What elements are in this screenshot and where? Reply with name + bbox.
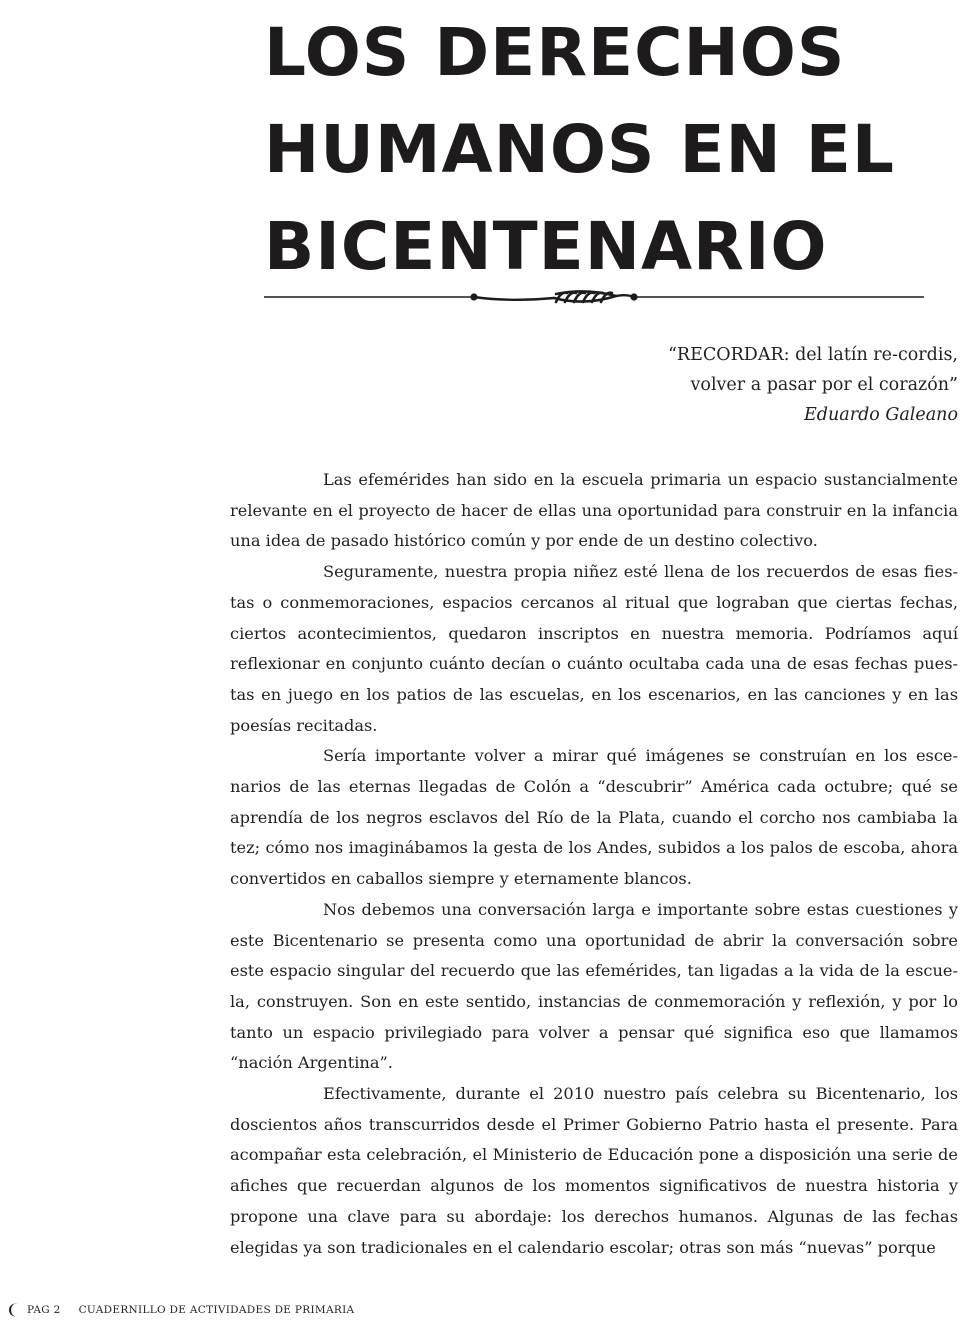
epigraph-author: Eduardo Galeano	[804, 405, 958, 425]
booklet-name: CUADERNILLO DE ACTIVIDADES DE PRIMARIA	[78, 1304, 355, 1316]
body-text	[230, 465, 958, 1263]
page-title	[264, 4, 954, 295]
paragraph: Nos debemos una conversación larga e importante sobre estas cuestiones y este Bicentenario se presenta como una oportunidad de abrir la conversación sobre este espacio singular del recuerdo que las efemérides, tan ligadas a la vida de la escuela, construyen. Son en este sentido, instancias de conmemoración y reflexión, y por lo tanto un espacio privilegiado para volver a pensar qué significa eso que llamamos “nación Argentina”.	[230, 899, 958, 1073]
epigraph-line-1: “RECORDAR: del latín re-cordis,	[667, 345, 958, 365]
page-number: PAG 2	[27, 1304, 61, 1316]
title-line-1: LOS DERECHOS	[264, 14, 846, 91]
epigraph	[668, 340, 958, 430]
rope-divider-icon	[264, 284, 924, 310]
epigraph-line-2: volver a pasar por el corazón”	[690, 375, 958, 395]
paragraph: Sería importante volver a mirar qué imágenes se construían en los escenarios de las eternas llegadas de Colón a “descubrir” América cada octubre; qué se aprendía de los negros esclavos del Río de la Plata, cuando el corcho nos cambiaba la tez; cómo nos imaginábamos la gesta de los Andes, subidos a los palos de escoba, ahora convertidos en caballos siempre y eternamente blancos.	[230, 746, 958, 889]
paragraph: Efectivamente, durante el 2010 nuestro país celebra su Bicentenario, los doscientos años transcurridos desde el Primer Gobierno Patrio hasta el presente. Para acompañar esta celebración, el Ministerio de Educación pone a disposición una serie de afiches que recuerdan algunos de los momentos significativos de nuestra historia y propone una clave para su abordaje: los derechos humanos. Algunas de las fechas elegidas ya son tradicionales en el calendario escolar; otras son más “nuevas” porque	[230, 1084, 958, 1257]
title-line-2: HUMANOS EN EL	[264, 111, 895, 188]
title-line-3: BICENTENARIO	[264, 208, 828, 285]
page-footer	[8, 1300, 354, 1320]
page-mark-icon	[8, 1303, 22, 1317]
paragraph: Las efemérides han sido en la escuela primaria un espacio sustancialmente relevante en el proyecto de hacer de ellas una oportunidad para construir en la infancia una idea de pasado histórico común y por ende de un destino colectivo.	[230, 470, 958, 551]
paragraph: Seguramente, nuestra propia niñez esté llena de los recuerdos de esas fiestas o conmemoraciones, espacios cercanos al ritual que lograban que ciertas fechas, ciertos acontecimientos, quedaron inscriptos en nuestra memoria. Podríamos aquí reflexionar en conjunto cuánto decían o cuánto ocultaba cada una de esas fechas puestas en juego en los patios de las escuelas, en los escenarios, en las canciones y en las poesías recitadas.	[230, 562, 958, 735]
